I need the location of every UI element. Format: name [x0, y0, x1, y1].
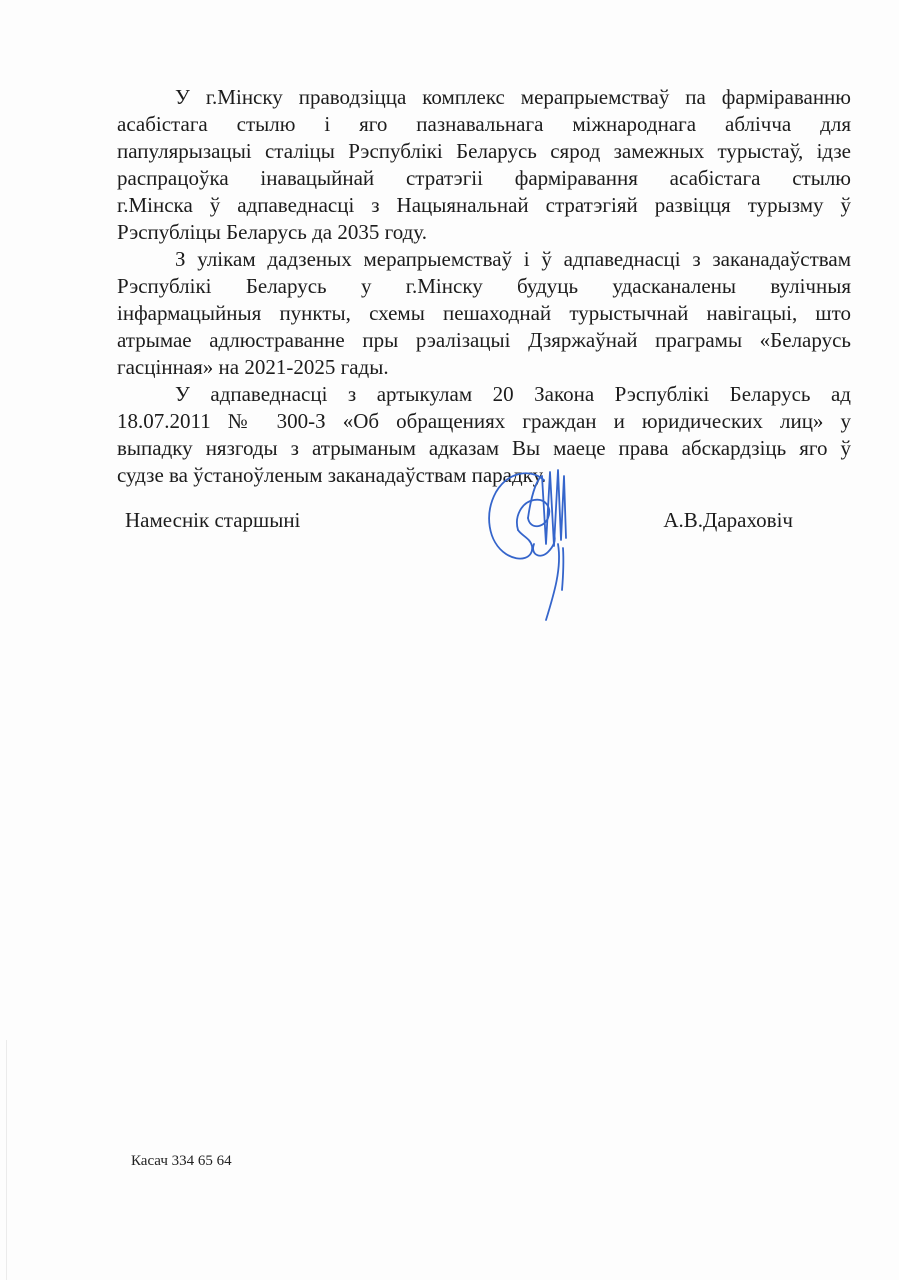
body-text-line: інфармацыйныя пункты, схемы пешаходнай турыстычнай навігацыі, што — [117, 301, 851, 325]
body-text-line: асабістага стылю і яго пазнавальнага міжнароднага аблічча для — [117, 112, 851, 136]
signer-title: Намеснік старшыні — [125, 508, 301, 532]
body-text-line: гасцінная» на 2021-2025 гады. — [117, 355, 389, 379]
scan-edge-artifact — [6, 1040, 7, 1280]
body-paragraph — [117, 381, 851, 489]
body-text-line: распрацоўка інавацыйнай стратэгіі фарміравання асабістага стылю — [117, 166, 851, 190]
body-text-line: У г.Мінску праводзіцца комплекс мерапрыемстваў па фарміраванню — [175, 85, 851, 109]
body-text-line: З улікам дадзеных мерапрыемстваў і ў адпаведнасці з заканадаўствам — [175, 247, 851, 271]
body-text-line: Рэспублікі Беларусь у г.Мінску будуць удасканалены вулічныя — [117, 274, 851, 298]
body-text-line: 18.07.2011 № 300-З «Об обращениях граждан и юридических лиц» у — [117, 409, 851, 433]
body-text-line: папулярызацыі сталіцы Рэспублікі Беларусь сярод замежных турыстаў, ідзе — [117, 139, 851, 163]
body-text-line: судзе ва ўстаноўленым заканадаўствам парадку. — [117, 463, 547, 487]
body-text-line: выпадку нязгоды з атрыманым адказам Вы маеце права абскардзіць яго ў — [117, 436, 851, 460]
signature-row — [117, 507, 851, 534]
body-paragraph — [117, 246, 851, 381]
body-text-line: г.Мінска ў адпаведнасці з Нацыянальнай стратэгіяй развіцця турызму ў — [117, 193, 851, 217]
body-paragraph — [117, 84, 851, 246]
signer-name: А.В.Дараховіч — [663, 508, 793, 532]
executor-contact-line: Касач 334 65 64 — [131, 1153, 232, 1169]
body-text-line: У адпаведнасці з артыкулам 20 Закона Рэспублікі Беларусь ад — [175, 382, 851, 406]
letter-body — [117, 84, 851, 489]
body-text-line: атрымае адлюстраванне пры рэалізацыі Дзяржаўнай праграмы «Беларусь — [117, 328, 851, 352]
body-text-line: Рэспубліцы Беларусь да 2035 году. — [117, 220, 427, 244]
